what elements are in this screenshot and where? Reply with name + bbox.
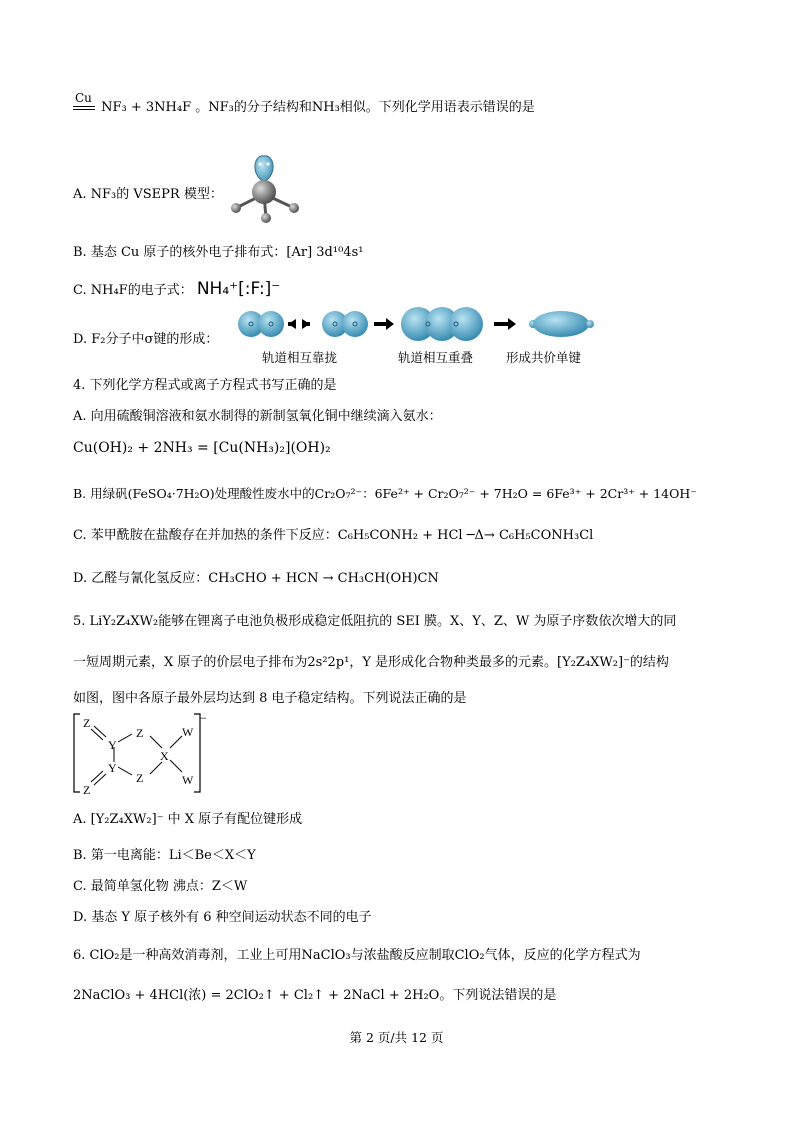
q4-option-d: D. 乙醛与氰化氢反应：CH₃CHO + HCN → CH₃CH(OH)CN: [73, 571, 439, 586]
vsepr-model-image: [222, 152, 308, 228]
anion-charge: −: [200, 712, 207, 725]
q4-option-c: C. 苯甲酰胺在盐酸存在并加热的条件下反应：C₆H₅CONH₂ + HCl ─Δ→ C₆H₅CONH₃Cl: [73, 528, 594, 543]
electron-formula: NH₄⁺[:F:]⁻: [196, 279, 281, 299]
q3-option-b: [73, 243, 363, 263]
atom-z3: Z: [136, 771, 144, 785]
q3-option-d: [73, 330, 218, 350]
q3-equation: NF₃ + 3NH₄F: [101, 100, 192, 115]
atom-x: X: [160, 749, 169, 763]
anion-structure-diagram: [70, 712, 210, 798]
atom-y1: Y: [108, 738, 117, 752]
q5-line-1: 5. LiY₂Z₄XW₂能够在锂离子电池负极形成稳定低阻抗的 SEI 膜。X、Y、Z、W 为原子序数依次增大的同: [73, 614, 677, 629]
catalyst-label: Cu: [75, 91, 92, 105]
reaction-condition-arrow: [73, 91, 97, 118]
caption-approach: 轨道相互靠拢: [262, 350, 338, 365]
caption-overlap: 轨道相互重叠: [398, 350, 474, 365]
q3-equation-line: [73, 91, 535, 118]
q4-option-a: A. 向用硫酸铜溶液和氨水制得的新制氢氧化铜中继续滴入氨水：: [73, 409, 442, 424]
q3-option-c-text: C. NH₄F的电子式：: [73, 283, 193, 298]
q3-stem: 。NF₃的分子结构和NH₃相似。下列化学用语表示错误的是: [195, 100, 535, 115]
q5-line-2: 一短周期元素，X 原子的价层电子排布为2s²2p¹，Y 是形成化合物种类最多的元素。[Y₂Z₄XW₂]⁻的结构: [73, 655, 669, 670]
atom-w2: W: [182, 773, 194, 787]
q5-line-3: 如图，图中各原子最外层均达到 8 电子稳定结构。下列说法正确的是: [73, 691, 467, 706]
q5-option-d: D. 基态 Y 原子核外有 6 种空间运动状态不同的电子: [73, 910, 372, 925]
q3-option-a-text: A. NF₃的 VSEPR 模型：: [73, 187, 223, 202]
page-footer: 第 2 页/共 12 页: [349, 1030, 444, 1045]
q5-option-b: B. 第一电离能：Li＜Be＜X＜Y: [73, 848, 256, 863]
atom-z1: Z: [83, 716, 91, 730]
q4-stem: 4. 下列化学方程式或离子方程式书写正确的是: [73, 378, 337, 393]
atom-z4: Z: [83, 783, 91, 797]
q4-option-b: B. 用绿矾(FeSO₄·7H₂O)处理酸性废水中的Cr₂O₇²⁻：6Fe²⁺ + Cr₂O₇²⁻ + 7H₂O = 6Fe³⁺ + 2Cr³⁺ + 14OH⁻: [73, 486, 697, 501]
q3-option-d-text: D. F₂分子中σ键的形成：: [73, 332, 219, 347]
q3-option-b-text: B. 基态 Cu 原子的核外电子排布式：[Ar] 3d¹⁰4s¹: [73, 245, 364, 260]
atom-z2: Z: [136, 726, 144, 740]
atom-w1: W: [182, 725, 194, 739]
sigma-bond-diagram: [238, 307, 600, 345]
q3-option-a: [73, 185, 223, 205]
atom-y2: Y: [108, 761, 117, 775]
q5-option-c: C. 最简单氢化物 沸点：Z＜W: [73, 879, 248, 894]
q6-line-1: 6. ClO₂是一种高效消毒剂，工业上可用NaClO₃与浓盐酸反应制取ClO₂气体，反应的化学方程式为: [73, 948, 641, 963]
q6-line-2: 2NaClO₃ + 4HCl(浓) = 2ClO₂↑ + Cl₂↑ + 2NaCl + 2H₂O。下列说法错误的是: [73, 988, 557, 1003]
q3-option-c: [73, 279, 280, 301]
q5-option-a: A. [Y₂Z₄XW₂]⁻ 中 X 原子有配位键形成: [73, 812, 303, 827]
q4-option-a-equation: Cu(OH)₂ + 2NH₃ = [Cu(NH₃)₂](OH)₂: [73, 440, 331, 456]
caption-single-bond: 形成共价单键: [506, 350, 582, 365]
